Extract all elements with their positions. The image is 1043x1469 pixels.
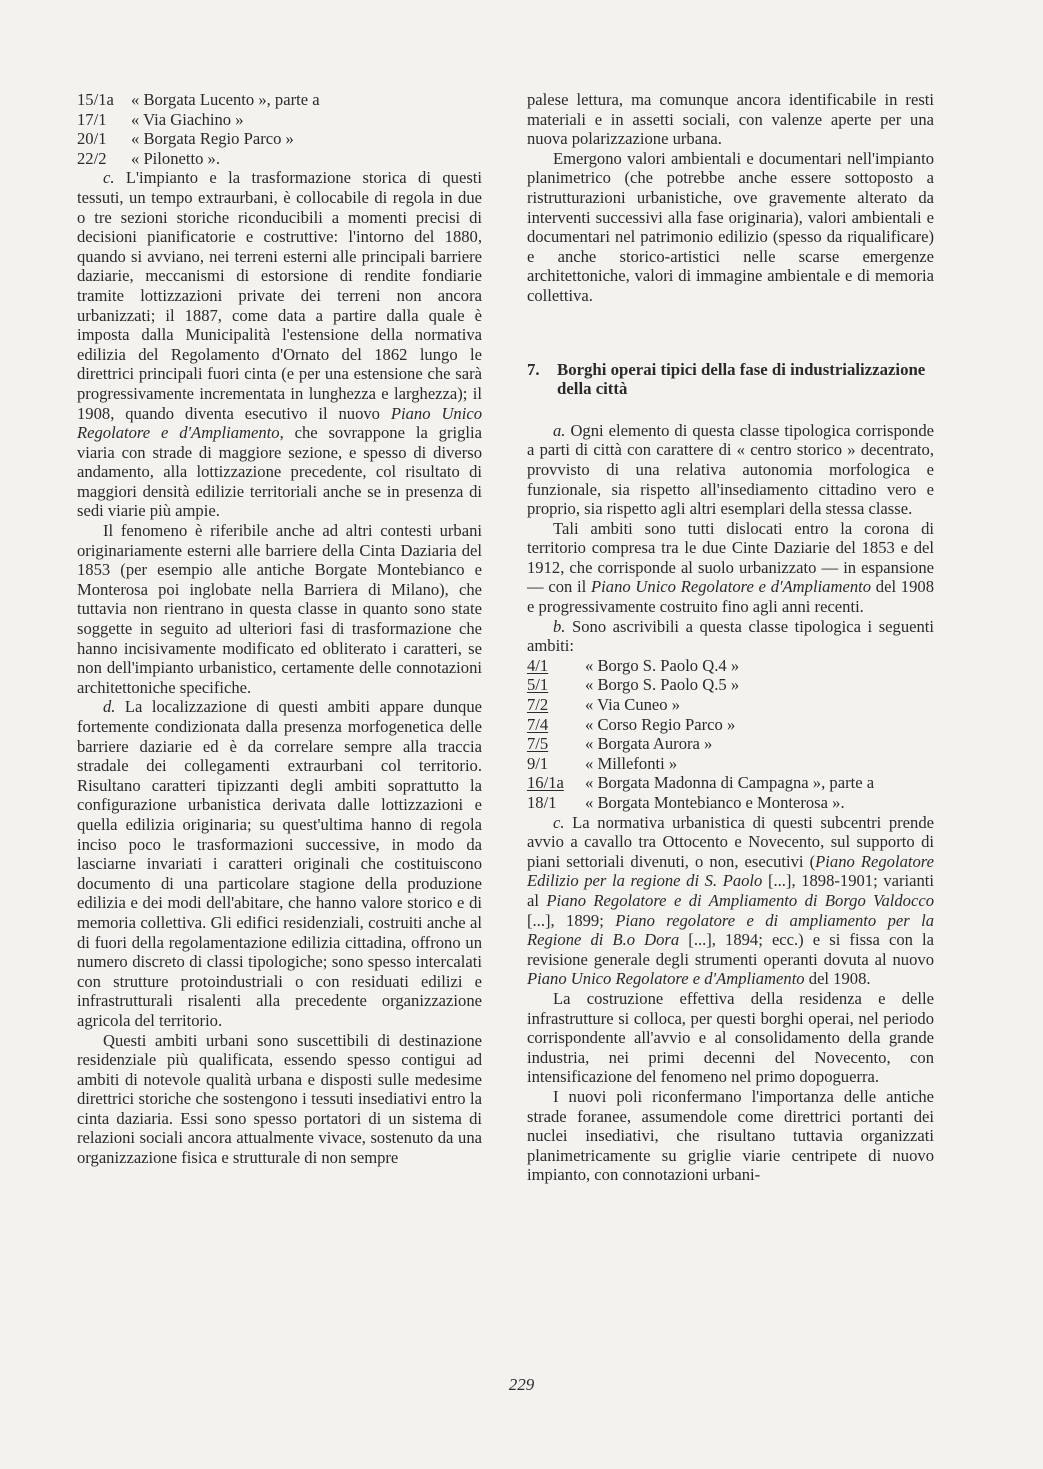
list-code: 4/1: [527, 655, 549, 675]
list-text: « Pilonetto ».: [131, 148, 220, 168]
list-item: [77, 149, 482, 169]
paragraph: Emergono valori ambientali e documentari nell'impianto planimetrico (che potrebbe anche essere sottoposto a ristrutturazioni urbanistiche, ove gravemente alterato da interventi successivi alla fase originaria), valori ambientali e documentari nel patrimonio edilizio (spesso da riqualificare) e anche storico-artistici nelle scarse emergenze architettoniche, valori di immagine ambientale e di memoria collettiva.: [527, 148, 934, 305]
paragraph-label: b.: [553, 616, 566, 636]
plan-title: Piano regolatore e di ampliamento per la Regione di B.o Dora: [527, 910, 935, 950]
paragraph-label: c.: [103, 168, 115, 188]
list-code: 7/2: [527, 695, 549, 715]
paragraph-d: [77, 697, 482, 1030]
paragraph: Il fenomeno è riferibile anche ad altri contesti urbani originariamente esterni alle barriere della Cinta Daziaria del 1853 (per esempio alle antiche Borgate Montebianco e Monterosa poi inglobate nella Barriera di Milano), che tuttavia non rientrano in questa classe in quanto sono state soggette in seguito ad ulteriori fasi di trasformazione che hanno incisivamente modificato ed obliterato i caratteri, se non dell'impianto urbanistico, certamente delle connotazioni architettoniche specifiche.: [77, 521, 482, 697]
list-item: [527, 715, 934, 735]
list-item: [527, 754, 934, 774]
list-item: [527, 695, 934, 715]
left-column: [77, 90, 482, 1168]
list-text: « Borgata Madonna di Campagna », parte a: [585, 773, 875, 793]
list-code: 7/5: [527, 734, 549, 754]
plan-title: Piano Unico Regolatore e d'Ampliamento: [591, 577, 872, 597]
paragraph-label: c.: [553, 812, 565, 832]
paragraph-text: La localizzazione di questi ambiti appare dunque fortemente condizionata dalla presenza morfogenetica delle barriere daziarie ed è da correlare sempre alla traccia stradale dei collegamenti extraurbani col territorio. Risultano caratteri tipizzanti degli ambiti soprattutto la configurazione urbanistica derivata dalle lottizzazioni e quella edilizia originaria; su quest'ultima hanno di regola inciso poco le trasformazioni successive, in modo da lasciarne invariati i caratteri originali che costituiscono documento di una particolare stagione della produzione edilizia e dei modi dell'abitare, che hanno valore storico e di memoria collettiva. Gli edifici residenziali, costruiti anche al di fuori della regolamentazione edilizia cittadina, offrono un numero discreto di classi tipologiche; sono spesso intercalati con strutture protoindustriali o con residuati edilizi e infrastrutturali risalenti alla precedente organizzazione agricola del territorio.: [77, 697, 482, 1030]
paragraph-c: [527, 813, 934, 989]
list-code: 16/1a: [527, 773, 564, 793]
paragraph-a: [527, 421, 934, 519]
paragraph-c: [77, 168, 482, 521]
paragraph: Questi ambiti urbani sono suscettibili di destinazione residenziale più qualificata, essendo spesso contigui ad ambiti di notevole qualità urbana e disposti sulle medesime direttrici storiche che sostengono i tessuti insediativi entro la cinta daziaria. Essi sono spesso portatori di un sistema di relazioni sociali ancora attualmente vivace, sostenuto da una organizzazione fisica e strutturale di non sempre: [77, 1030, 482, 1168]
list-text: « Via Giachino »: [131, 109, 244, 129]
page-number: 229: [508, 1375, 535, 1394]
list-item: [527, 773, 934, 793]
paragraph: [527, 519, 934, 617]
list-item: [527, 656, 934, 676]
paragraph-text: L'impianto e la trasformazione storica di questi tessuti, un tempo extraurbani, è collocabile di regola in due o tre sezioni storiche riconducibili a momenti precisi di decisioni pianificatorie e costruttive: l'intorno del 1880, quando si avviano, nei terreni esterni alle principali barriere daziarie, meccanismi di estorsione di rendite fondiarie tramite lottizzazioni private dei terreni non ancora urbanizzati; il 1887, come data a partire dalla quale è imposta dalla Municipalità l'estensione della normativa edilizia del Regolamento d'Ornato del 1862 lungo le direttrici principali fuori cinta (e per una estensione che sarà progressivamente incrementata in lunghezza e larghezza); il 1908, quando diventa esecutivo il nuovo: [77, 168, 482, 423]
paragraph-text: [...], 1899;: [527, 910, 604, 930]
list-item: [77, 110, 482, 130]
list-text: « Corso Regio Parco »: [585, 714, 736, 734]
list-text: « Borgo S. Paolo Q.5 »: [585, 675, 740, 695]
paragraph-label: d.: [103, 697, 116, 717]
list-text: « Borgata Regio Parco »: [131, 129, 294, 149]
paragraph-text: Ogni elemento di questa classe tipologica corrisponde a parti di città con carattere di « centro storico » decentrato, provvisto di una relativa autonomia morfologica e funzionale, sia rispetto all'insediamento cittadino vero e proprio, sia rispetto agli altri esemplari della stessa classe.: [527, 420, 934, 519]
paragraph-label: a.: [553, 420, 566, 440]
list-text: « Borgata Lucento », parte a: [131, 90, 320, 109]
list-text: « Borgo S. Paolo Q.4 »: [585, 655, 740, 675]
list-text: « Borgata Aurora »: [585, 734, 713, 754]
list-item: [77, 129, 482, 149]
list-item: [77, 90, 482, 110]
section-number: 7.: [527, 359, 540, 379]
paragraph-text: [...], 1894; ecc.) e si fissa con la revisione generale degli strumenti operanti dovuta al nuovo: [527, 930, 934, 969]
list-text: « Millefonti »: [585, 753, 678, 773]
list-text: « Borgata Montebianco e Monterosa ».: [585, 793, 845, 812]
plan-title: Piano Regolatore e di Ampliamento di Borgo Valdocco: [546, 890, 934, 910]
list-code: 18/1: [527, 793, 557, 812]
list-code: 20/1: [77, 129, 107, 149]
plan-title: Piano Unico Regolatore e d'Ampliamento: [527, 969, 805, 989]
list-code: 7/4: [527, 714, 549, 734]
paragraph-text: , che sovrappone la griglia viaria con strade di maggiore sezione, e spesso di diverso andamento, alla lottizzazione precedente, col risultato di maggiori densità edilizie territoriali anche se in presenza di sedi viarie più ampie.: [77, 423, 482, 521]
list-text: « Via Cuneo »: [585, 695, 681, 715]
paragraph-text: La normativa urbanistica di questi subcentri prende avvio a cavallo tra Ottocento e Novecento, sul supporto di piani settoriali divenuti, o non, esecutivi (: [527, 812, 935, 871]
ambiti-list-right: [527, 656, 934, 813]
paragraph-text: Tali ambiti sono tutti dislocati entro la corona di territorio compresa tra le due Cinte Daziarie del 1853 e del 1912, che corrisponde al suolo urbanizzato — in espansione — con il: [527, 518, 934, 597]
section-title: Borghi operai tipici della fase di industrializzazione della città: [557, 359, 926, 399]
list-item: [527, 793, 934, 813]
paragraph-text: del 1908.: [808, 969, 871, 989]
list-code: 9/1: [527, 753, 549, 773]
paragraph: I nuovi poli riconfermano l'importanza delle antiche strade foranee, assumendole come direttrici portanti dei nuclei insediativi, che risultano tuttavia organizzati planimetricamente su griglie viarie centripete di nuovo impianto, con connotazioni urbani-: [527, 1086, 934, 1185]
list-code: 15/1a: [77, 90, 114, 109]
plan-title: Piano Unico Regolatore e d'Ampliamento: [77, 403, 482, 443]
paragraph: palese lettura, ma comunque ancora identificabile in resti materiali e in assetti sociali, con valenze aperte per una nuova polarizzazione urbana.: [527, 90, 934, 149]
paragraph-b: [527, 617, 934, 656]
paragraph: La costruzione effettiva della residenza e delle infrastrutture si colloca, per questi borghi operai, nel periodo corrispondente all'avvio e al consolidamento della grande industria, nei primi decenni del Novecento, con intensificazione del fenomeno nel primo dopoguerra.: [527, 988, 934, 1087]
paragraph-text: [...], 1898-1901; varianti al: [527, 871, 934, 910]
list-code: 5/1: [527, 675, 549, 695]
paragraph-text: Sono ascrivibili a questa classe tipologica i seguenti ambiti:: [527, 616, 934, 656]
ambiti-list-left: [77, 90, 482, 168]
right-column: [527, 90, 934, 1185]
list-code: 22/2: [77, 148, 107, 168]
list-code: 17/1: [77, 109, 107, 129]
paragraph-text: del 1908 e progressivamente costruito fino agli anni recenti.: [527, 577, 934, 617]
section-heading: [527, 360, 934, 399]
list-item: [527, 734, 934, 754]
list-item: [527, 675, 934, 695]
plan-title: Piano Regolatore Edilizio per la regione di S. Paolo: [527, 851, 934, 891]
